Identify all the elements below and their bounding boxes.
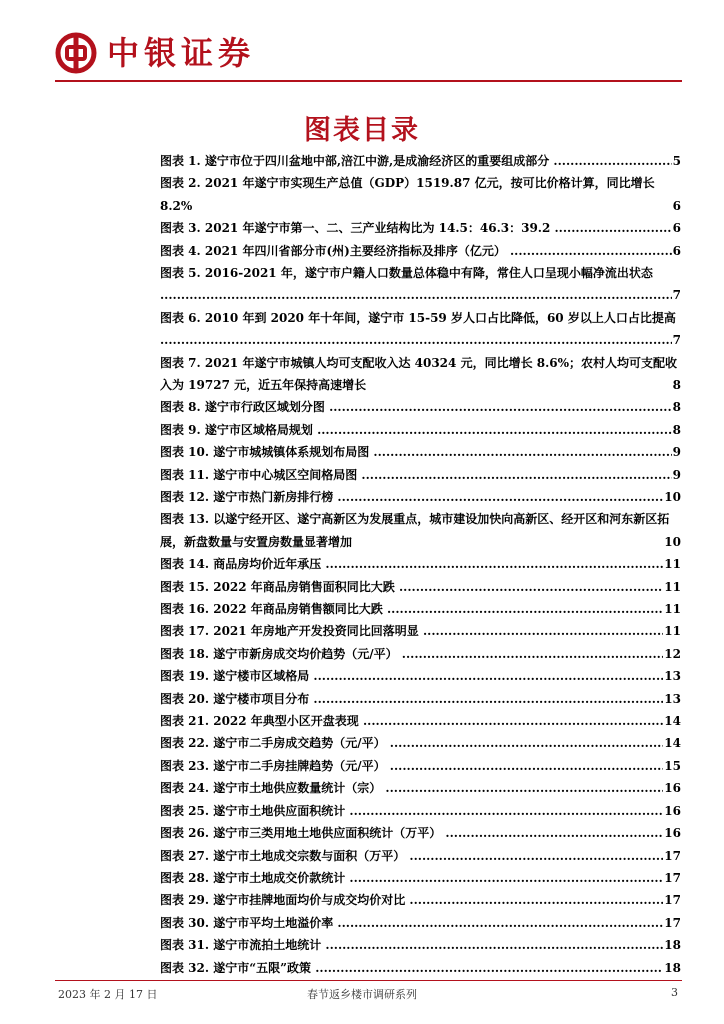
toc-entry-label: 图表 10. 遂宁市城城镇体系规划布局图 ..... [160, 441, 672, 463]
toc-entry[interactable] [160, 665, 681, 687]
toc-entry-page: 8 [672, 422, 681, 437]
toc-entry-label: 图表 23. 遂宁市二手房挂牌趋势（元/平） ..... [160, 755, 663, 777]
toc-entry-label: 图表 1. 遂宁市位于四川盆地中部,涪江中游,是成渝经济区的重要组成部分 ..... [160, 150, 672, 172]
page-title: 图表目录 [304, 115, 420, 146]
toc-entry-page: 11 [664, 602, 681, 617]
toc-entry-page: 13 [664, 691, 681, 706]
toc-entry[interactable] [160, 419, 681, 441]
toc-entry-label: 图表 19. 遂宁楼市区域格局 ..... [160, 665, 663, 687]
toc-entry[interactable] [160, 307, 681, 352]
toc-entry-page: 18 [664, 960, 681, 975]
toc-entry[interactable] [160, 732, 681, 754]
toc-entry[interactable] [160, 643, 681, 665]
header-divider [55, 80, 682, 82]
toc-entry[interactable] [160, 508, 681, 553]
toc-entry-label: 图表 13. 以遂宁经开区、遂宁高新区为发展重点，城市建设加快向高新区、经开区和河东新区拓展，新盘数量与安置房数量显著增加 ..... [160, 512, 681, 553]
footer-date: 2023 年 2 月 17 日 [58, 988, 158, 1001]
toc-entry[interactable] [160, 822, 681, 844]
toc-entry-label: 图表 27. 遂宁市土地成交宗数与面积（万平） ..... [160, 845, 663, 867]
toc-entry-page: 11 [664, 579, 681, 594]
toc-entry-label: 图表 4. 2021 年四川省部分市(州)主要经济指标及排序（亿元） ..... [160, 240, 672, 262]
toc-entry-page: 11 [664, 624, 681, 639]
toc-entry-label: 图表 5. 2016-2021 年，遂宁市户籍人口数量总体稳中有降，常住人口呈现小幅净流出状态 ..... [160, 266, 681, 302]
toc-entry[interactable] [160, 240, 681, 262]
toc-entry[interactable] [160, 464, 681, 486]
toc-entry-page: 12 [664, 646, 681, 661]
toc-entry-label: 图表 16. 2022 年商品房销售额同比大跌 ..... [160, 598, 663, 620]
toc-entry-page: 7 [672, 284, 681, 306]
toc-entry[interactable] [160, 800, 681, 822]
toc-entry-page: 8 [672, 374, 681, 396]
toc-entry-label: 图表 2. 2021 年遂宁市实现生产总值（GDP）1519.87 亿元，按可比价格计算，同比增长 8.2% ..... [160, 176, 681, 217]
toc-entry-label: 图表 3. 2021 年遂宁市第一、二、三产业结构比为 14.5：46.3：39.2 ..... [160, 217, 672, 239]
toc-entry-label: 图表 25. 遂宁市土地供应面积统计 ..... [160, 800, 663, 822]
toc-entry[interactable] [160, 172, 681, 217]
toc-entry[interactable] [160, 486, 681, 508]
toc-entry[interactable] [160, 598, 681, 620]
toc-entry-label: 图表 14. 商品房均价近年承压 ..... [160, 553, 663, 575]
toc-entry[interactable] [160, 889, 681, 911]
toc-entry-page: 6 [672, 221, 681, 236]
toc-entry-label: 图表 17. 2021 年房地产开发投资同比回落明显 ..... [160, 620, 663, 642]
toc-entry-page: 17 [664, 915, 681, 930]
footer-series-title: 春节返乡楼市调研系列 [307, 988, 417, 1001]
toc-entry[interactable] [160, 867, 681, 889]
toc-entry-label: 图表 30. 遂宁市平均土地溢价率 ..... [160, 912, 663, 934]
toc-entry-page: 14 [664, 714, 681, 729]
toc-entry-label: 图表 8. 遂宁市行政区域划分图 ..... [160, 396, 672, 418]
toc-entry-page: 16 [664, 803, 681, 818]
toc-entry-label: 图表 22. 遂宁市二手房成交趋势（元/平） ..... [160, 732, 663, 754]
toc-entry-page: 14 [664, 736, 681, 751]
toc-entry[interactable] [160, 352, 681, 397]
toc-entry-label: 图表 15. 2022 年商品房销售面积同比大跌 ..... [160, 576, 663, 598]
toc-entry-label: 图表 28. 遂宁市土地成交价款统计 ..... [160, 867, 663, 889]
toc-entry-page: 11 [664, 557, 681, 572]
toc-entry-label: 图表 18. 遂宁市新房成交均价趋势（元/平） ..... [160, 643, 663, 665]
toc-entry-page: 5 [672, 154, 681, 168]
toc-entry[interactable] [160, 845, 681, 867]
toc-entry[interactable] [160, 620, 681, 642]
toc-entry[interactable] [160, 688, 681, 710]
toc-entry-page: 17 [664, 848, 681, 863]
toc-entry-label: 图表 11. 遂宁市中心城区空间格局图 ..... [160, 464, 672, 486]
toc-entry-label: 图表 31. 遂宁市流拍土地统计 ..... [160, 934, 663, 956]
toc-entry-page: 17 [664, 893, 681, 908]
toc-entry-page: 6 [672, 243, 681, 258]
toc-entry-page: 6 [672, 195, 681, 217]
toc-entry-page: 7 [672, 329, 681, 351]
toc-entry[interactable] [160, 262, 681, 307]
toc-entry-page: 17 [664, 870, 681, 885]
toc-entry-label: 图表 21. 2022 年典型小区开盘表现 ..... [160, 710, 663, 732]
toc-entry-page: 16 [664, 781, 681, 796]
toc-entry[interactable] [160, 957, 681, 979]
toc-entry-page: 15 [664, 758, 681, 773]
toc-entry-label: 图表 24. 遂宁市土地供应数量统计（宗） ..... [160, 777, 663, 799]
bank-of-china-logo-icon [55, 32, 97, 74]
toc-entry-page: 13 [664, 669, 681, 684]
toc-entry[interactable] [160, 576, 681, 598]
toc-entry-label: 图表 7. 2021 年遂宁市城镇人均可支配收入达 40324 元，同比增长 8.6%；农村人均可支配收入为 19727 元，近五年保持高速增长 ..... [160, 356, 681, 397]
toc-entry[interactable] [160, 755, 681, 777]
toc-entry[interactable] [160, 777, 681, 799]
toc-entry-page: 10 [663, 531, 681, 553]
toc-entry-label: 图表 12. 遂宁市热门新房排行榜 ..... [160, 486, 663, 508]
report-header [55, 30, 255, 76]
toc-entry-page: 16 [664, 826, 681, 841]
toc-entry[interactable] [160, 912, 681, 934]
brand-name: 中银证券 [107, 34, 256, 72]
figure-list [160, 150, 681, 979]
toc-entry[interactable] [160, 396, 681, 418]
toc-entry-label: 图表 29. 遂宁市挂牌地面均价与成交均价对比 ..... [160, 889, 663, 911]
toc-entry[interactable] [160, 441, 681, 463]
toc-entry-label: 图表 32. 遂宁市“五限”政策 ..... [160, 957, 663, 979]
toc-entry[interactable] [160, 934, 681, 956]
toc-entry-page: 18 [664, 938, 681, 953]
toc-entry-label: 图表 20. 遂宁楼市项目分布 ..... [160, 688, 663, 710]
toc-entry-label: 图表 6. 2010 年到 2020 年十年间，遂宁市 15-59 岁人口占比降低，60 岁以上人口占比提高 ..... [160, 311, 681, 347]
toc-entry-label: 图表 26. 遂宁市三类用地土地供应面积统计（万平） ..... [160, 822, 663, 844]
toc-entry-page: 10 [664, 490, 681, 505]
toc-entry[interactable] [160, 710, 681, 732]
toc-entry[interactable] [160, 150, 681, 172]
toc-entry[interactable] [160, 217, 681, 239]
footer-divider [55, 980, 682, 981]
toc-entry-page: 9 [672, 445, 681, 460]
toc-entry-page: 9 [672, 467, 681, 482]
toc-entry-label: 图表 9. 遂宁市区域格局规划 ..... [160, 419, 672, 441]
toc-entry-page: 8 [672, 400, 681, 415]
footer-page-number: 3 [671, 986, 678, 999]
toc-entry[interactable] [160, 553, 681, 575]
